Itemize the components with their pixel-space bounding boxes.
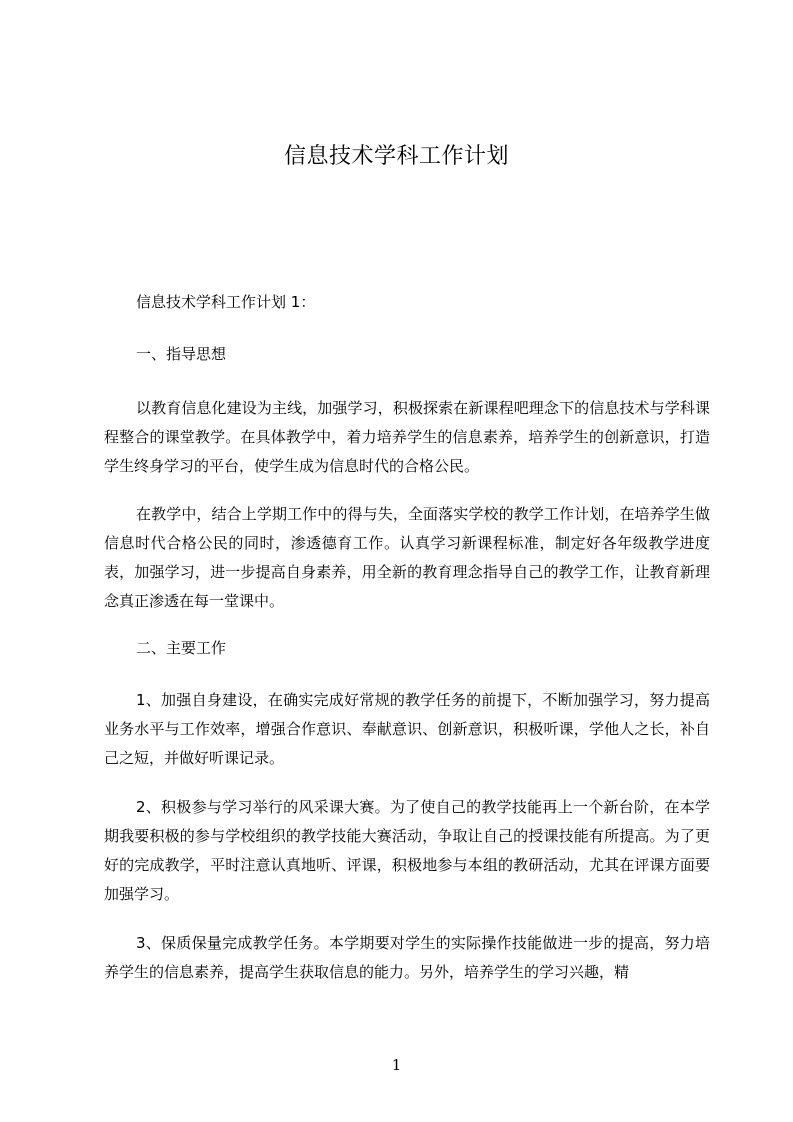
list-item: 3、保质保量完成教学任务。本学期要对学生的实际操作技能做进一步的提高，努力培养学生的信息素养，提高学生获取信息的能力。另外，培养学生的学习兴趣，精 [104,934,710,981]
paragraph: 在教学中，结合上学期工作中的得与失，全面落实学校的教学工作计划，在培养学生做信息时代合格公民的同时，渗透德育工作。认真学习新课程标准，制定好各年级教学进度表，加强学习，进一步提高自身素养，用全新的教育理念指导自己的教学工作，让教育新理念真正渗透在每一堂课中。 [104,505,710,610]
plan-subtitle: 信息技术学科工作计划 1： [136,293,316,311]
document-title: 信息技术学科工作计划 [283,144,509,169]
page-number: 1 [391,1056,402,1074]
section-heading-main-work: 二、主要工作 [136,639,227,657]
list-item: 1、加强自身建设，在确实完成好常规的教学任务的前提下，不断加强学习，努力提高业务水平与工作效率，增强合作意识、奉献意识、创新意识，积极听课，学他人之长，补自己之短，并做好听课记录。 [104,691,710,767]
list-item: 2、积极参与学习举行的风采课大赛。为了使自己的教学技能再上一个新台阶，在本学期我要积极的参与学校组织的教学技能大赛活动，争取让自己的授课技能有所提高。为了更好的完成教学，平时注意认真地听、评课，积极地参与本组的教研活动，尤其在评课方面要加强学习。 [104,798,710,903]
paragraph: 以教育信息化建设为主线，加强学习，积极探索在新课程吧理念下的信息技术与学科课程整合的课堂教学。在具体教学中，着力培养学生的信息素养，培养学生的创新意识，打造学生终身学习的平台，使学生成为信息时代的合格公民。 [104,399,710,475]
section-heading-guiding-ideology: 一、指导思想 [136,345,227,363]
